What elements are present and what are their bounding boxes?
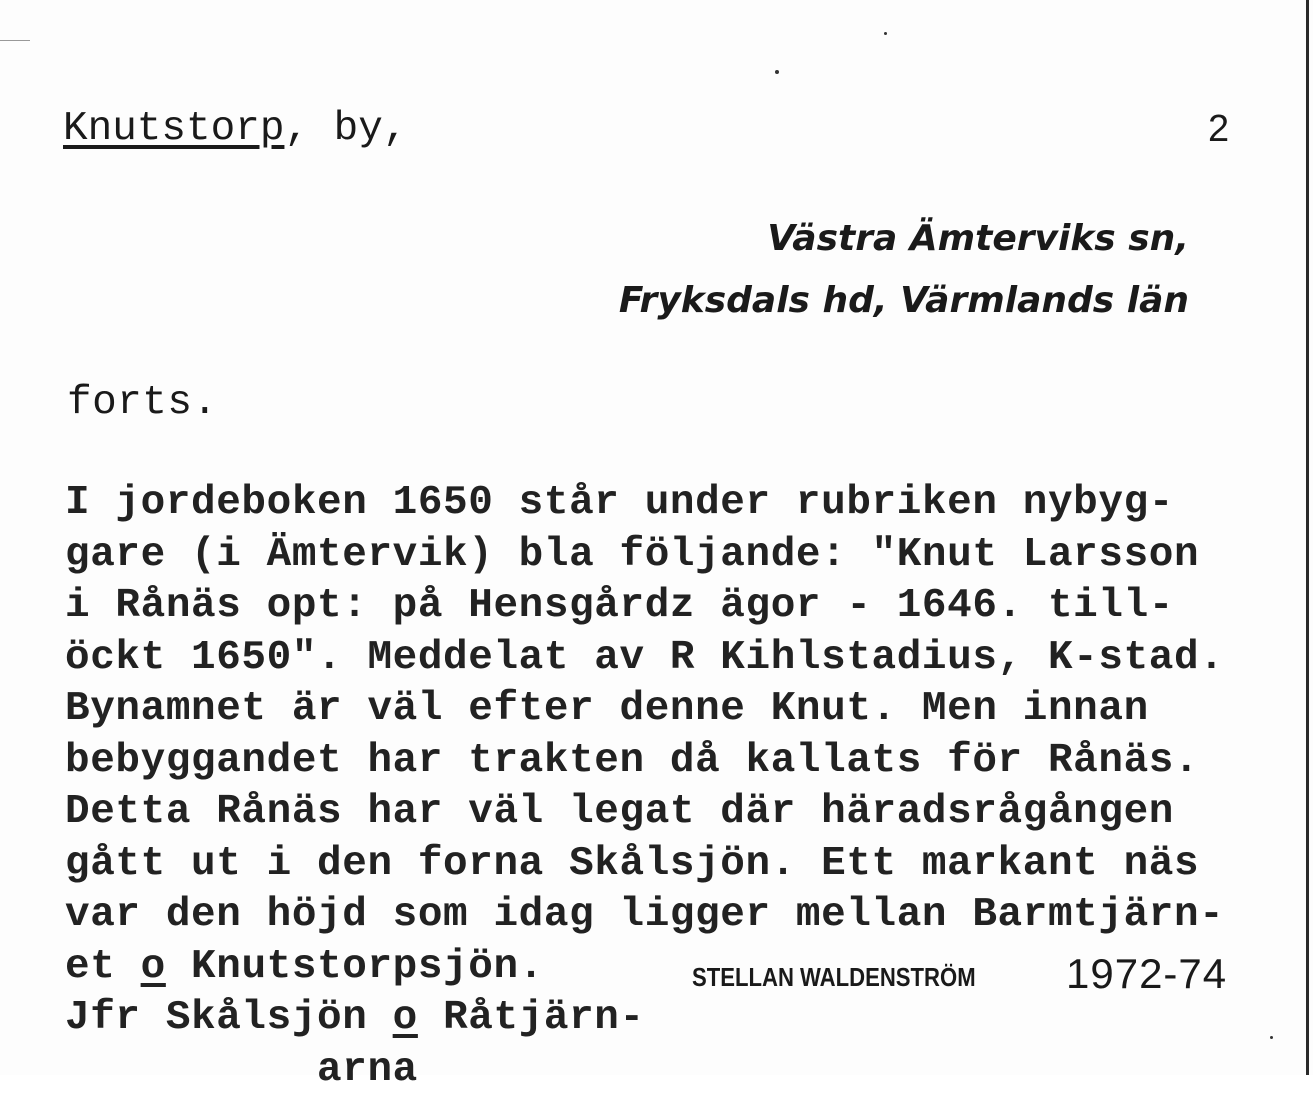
card-top-mark: [0, 40, 30, 41]
body-line-10-end: Knutstorpsjön.: [166, 944, 544, 990]
date-range: 1972-74: [1066, 950, 1227, 998]
abbreviation-och-1: o: [141, 944, 166, 990]
place-type: , by,: [284, 106, 407, 152]
body-line-3: i Rånäs opt: på Hensgårdz ägor - 1646. till-: [65, 581, 1224, 633]
card-heading: [63, 104, 407, 155]
body-line-2: gare (i Ämtervik) bla följande: "Knut Larsson: [65, 530, 1224, 582]
place-name-title: Knutstorp: [63, 106, 284, 152]
district-label: Fryksdals hd, Värmlands län: [619, 280, 1189, 321]
body-line-12: arna: [65, 1045, 1224, 1096]
card-right-edge: [1306, 0, 1309, 1075]
body-line-11-start: Jfr Skålsjön: [65, 995, 393, 1041]
abbreviation-och-2: o: [393, 995, 418, 1041]
paper-speck: [884, 32, 887, 35]
author-stamp: STELLAN WALDENSTRÖM: [692, 962, 976, 993]
card-body-text: [65, 478, 1224, 1096]
continued-note: forts.: [67, 378, 218, 429]
body-line-10-start: et: [65, 944, 141, 990]
body-line-11: [65, 993, 1224, 1045]
body-line-7: Detta Rånäs har väl legat där häradsrågången: [65, 787, 1224, 839]
parish-label: Västra Ämterviks sn,: [767, 218, 1189, 259]
body-line-10: [65, 942, 1224, 994]
paper-speck: [1270, 1036, 1273, 1039]
body-line-11-end: Råtjärn-: [418, 995, 645, 1041]
paper-speck: [775, 70, 779, 74]
body-line-6: bebyggandet har trakten då kallats för Rånäs.: [65, 736, 1224, 788]
body-line-5: Bynamnet är väl efter denne Knut. Men innan: [65, 684, 1224, 736]
body-line-4: öckt 1650". Meddelat av R Kihlstadius, K-stad.: [65, 633, 1224, 685]
body-line-8: gått ut i den forna Skålsjön. Ett markant näs: [65, 839, 1224, 891]
page-number: 2: [1208, 104, 1229, 155]
body-line-9: var den höjd som idag ligger mellan Barmtjärn-: [65, 890, 1224, 942]
body-line-1: I jordeboken 1650 står under rubriken nybyg-: [65, 478, 1224, 530]
